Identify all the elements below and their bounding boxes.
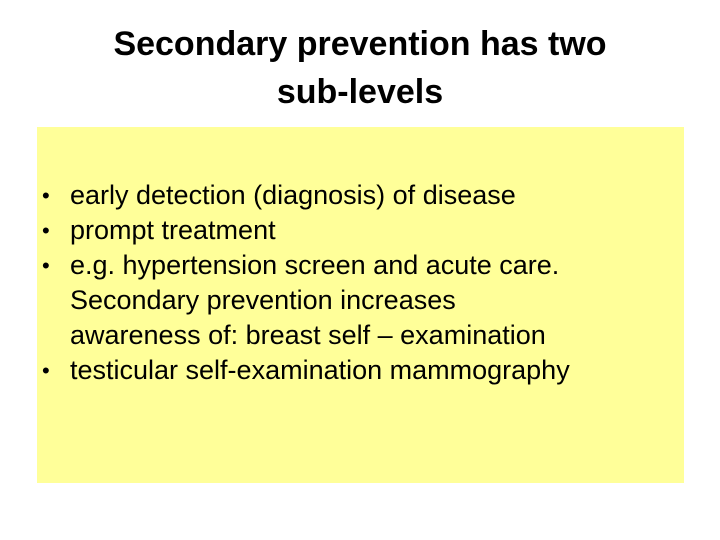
bullet-text: testicular self-examination mammography (70, 355, 570, 385)
bullet-text: prompt treatment (70, 215, 276, 245)
bullet-item (37, 353, 684, 388)
bullet-item (37, 248, 684, 353)
bullet-text: early detection (diagnosis) of disease (70, 180, 516, 210)
bullet-item (37, 213, 684, 248)
bullet-icon: • (42, 218, 50, 243)
bullet-item (37, 178, 684, 213)
bullet-icon: • (42, 253, 50, 278)
content-box (37, 127, 684, 483)
bullet-icon: • (42, 358, 50, 383)
bullet-icon: • (42, 183, 50, 208)
bullet-text: e.g. hypertension screen and acute care. Secondary prevention increases awareness of: breast self – examination (70, 250, 560, 350)
slide-title (40, 20, 680, 116)
bullet-list (37, 178, 684, 388)
slide-title-text: Secondary prevention has two sub-levels (113, 25, 607, 111)
